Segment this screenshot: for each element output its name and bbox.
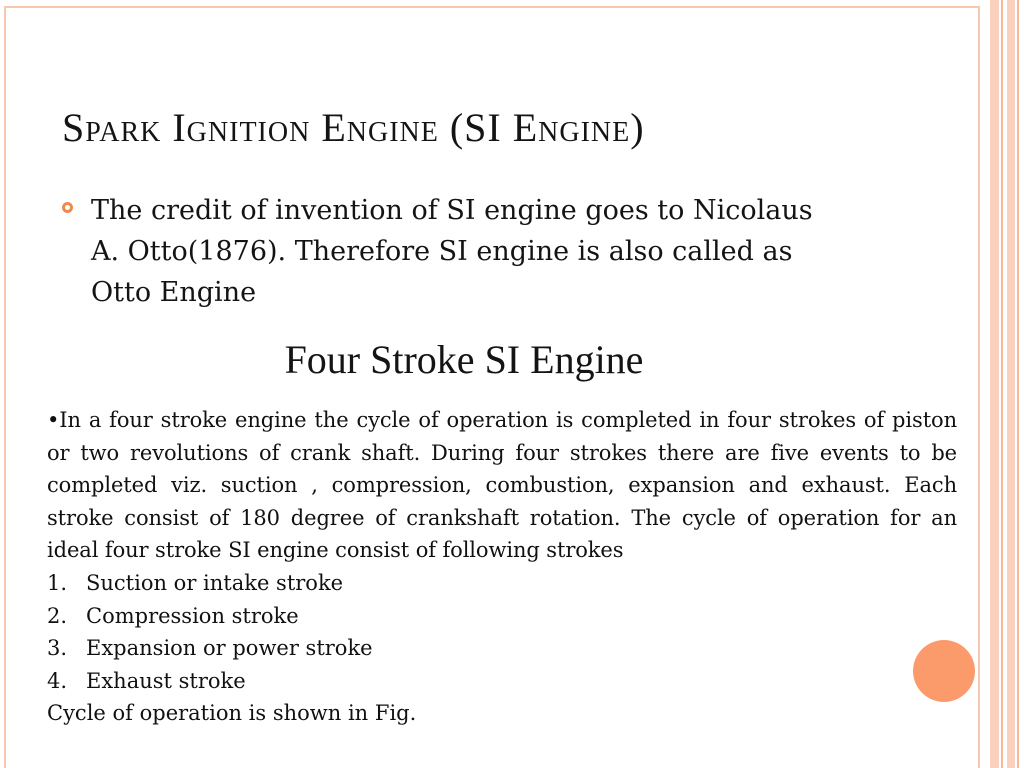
side-stripe <box>1007 0 1015 768</box>
section-heading: Four Stroke SI Engine <box>284 337 644 382</box>
list-number: 4. <box>47 668 68 693</box>
intro-bullet <box>62 190 822 313</box>
side-stripe <box>990 0 999 768</box>
list-number: 1. <box>47 570 68 595</box>
intro-bullet-text: The credit of invention of SI engine goes to Nicolaus A. Otto(1876). Therefore SI engine is also called as Otto Engine <box>91 195 813 308</box>
list-label: Expansion or power stroke <box>86 636 373 661</box>
list-item <box>47 567 957 600</box>
list-number: 2. <box>47 603 68 628</box>
closing-note: Cycle of operation is shown in Fig. <box>47 701 417 726</box>
slide-title: Spark Ignition Engine (SI Engine) <box>62 105 645 150</box>
list-item <box>47 632 957 665</box>
ring-bullet-icon <box>62 202 73 213</box>
list-item <box>47 665 957 698</box>
description-paragraph: •In a four stroke engine the cycle of operation is completed in four strokes of piston or two revolutions of crank shaft. During four strokes there are five events to be completed viz. suction , compression, combustion, expansion and exhaust. Each stroke consist of 180 degree of crankshaft rotation. The cycle of operation for an ideal four stroke SI engine consist of following strokes <box>47 408 957 563</box>
stroke-list <box>47 567 957 697</box>
list-number: 3. <box>47 636 68 661</box>
side-stripe-line <box>1017 0 1019 768</box>
decorative-circle <box>913 640 975 702</box>
list-label: Compression stroke <box>86 603 299 628</box>
body-text <box>47 404 957 730</box>
side-stripe-line <box>1001 0 1003 768</box>
list-label: Exhaust stroke <box>86 668 246 693</box>
list-item <box>47 600 957 633</box>
list-label: Suction or intake stroke <box>86 570 344 595</box>
